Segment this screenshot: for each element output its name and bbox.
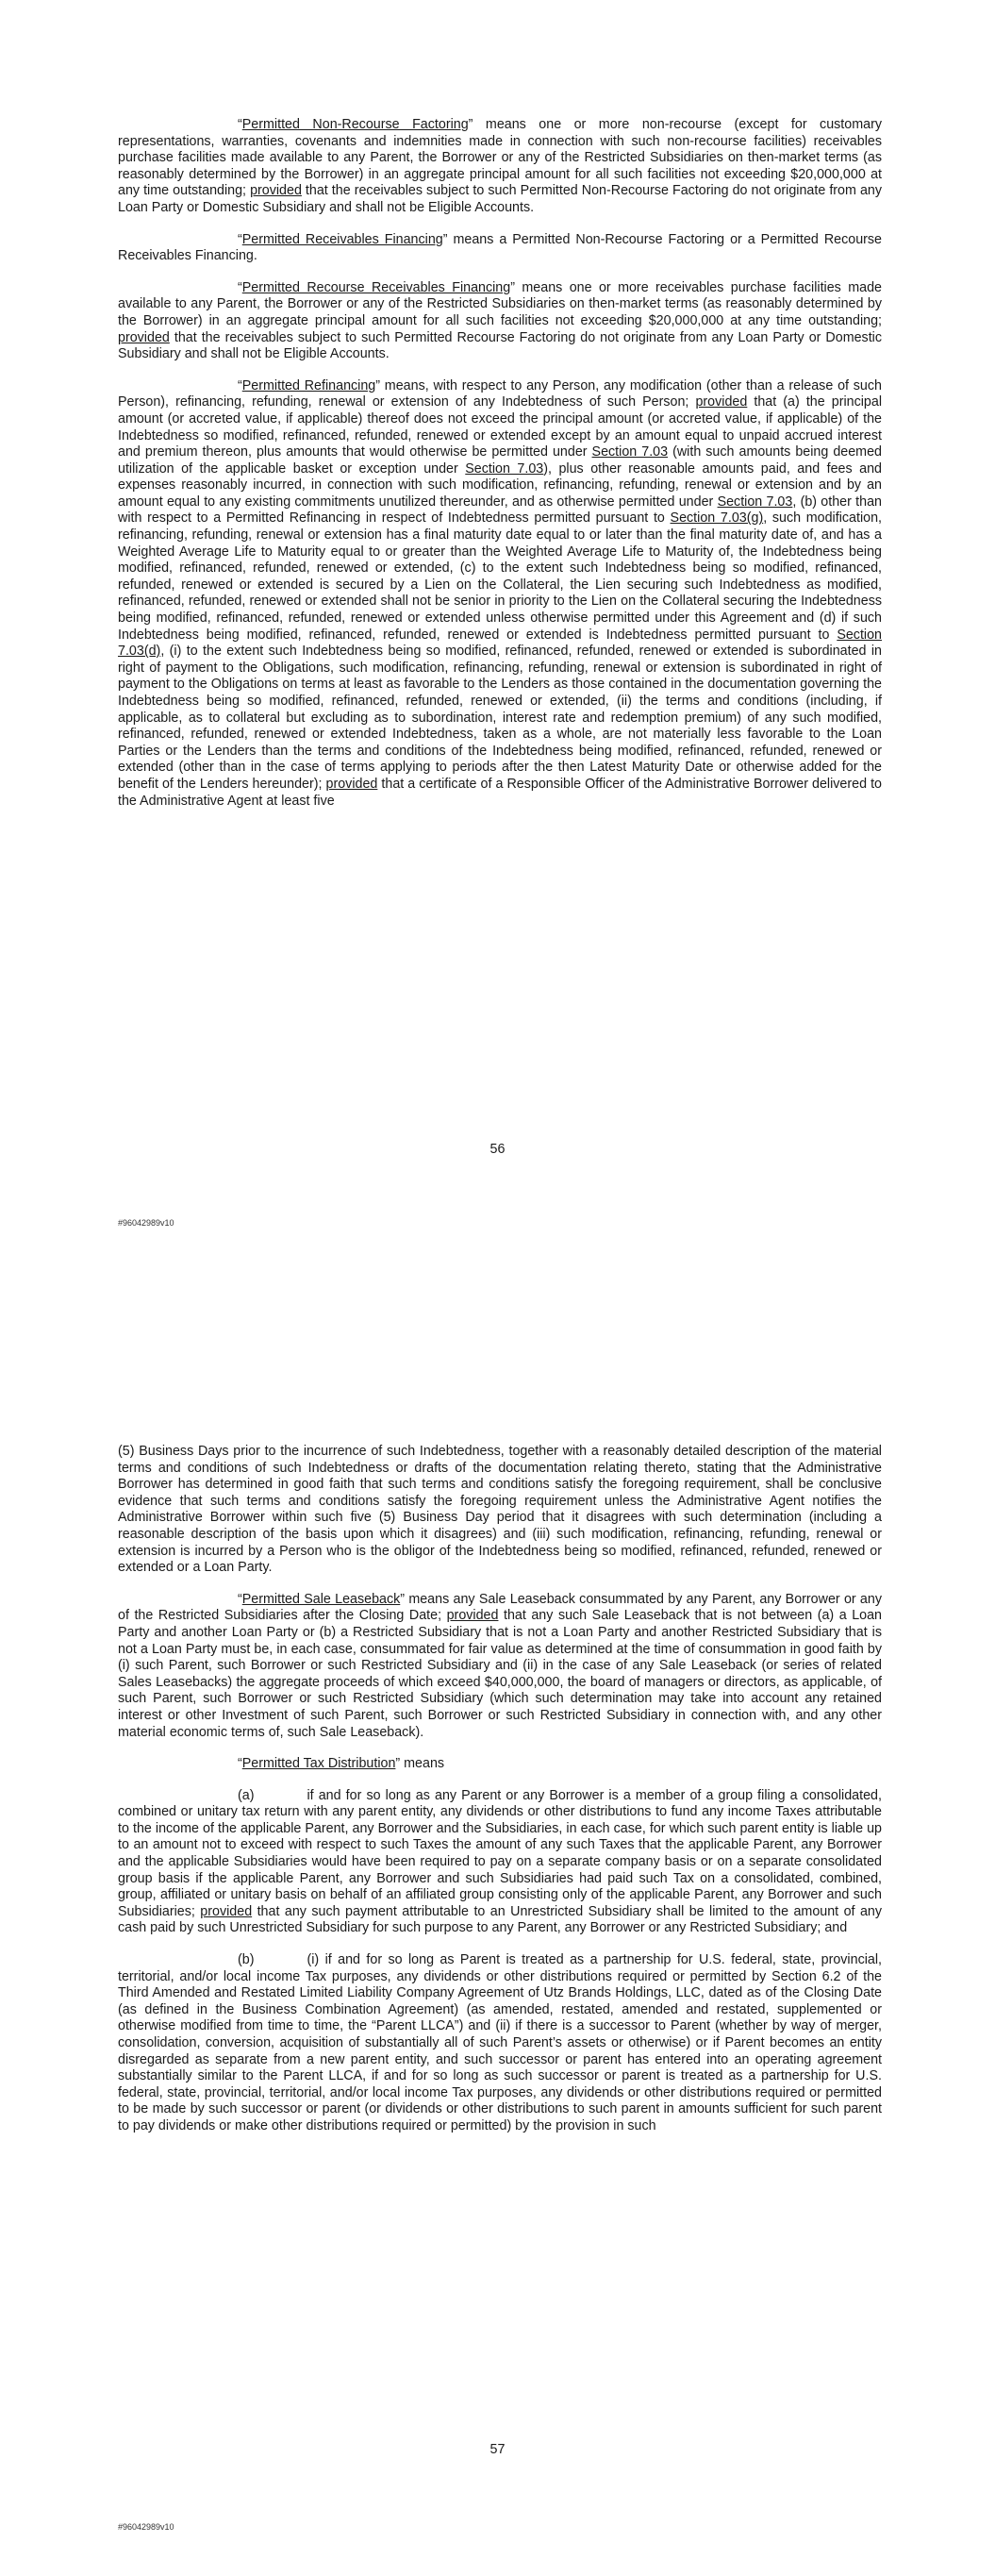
defined-term: Permitted Receivables Financing — [241, 231, 443, 247]
proviso-term: provided — [200, 1903, 253, 1919]
defined-term: Permitted Non-Recourse Factoring — [241, 117, 469, 132]
section-reference: Section 7.03(g) — [670, 510, 764, 527]
proviso-term: provided — [325, 776, 378, 792]
definition-permitted-sale-leaseback: “Permitted Sale Leaseback” means any Sale Leaseback consummated by any Parent, any Borrower or any of the Restricted Subsidiaries after the Closing Date; provided that any such Sale Leaseback that is not between (a) a Loan Party and another Loan Party or (b) a Restricted Subsidiary that is not a Loan Party and another Restricted Subsidiary that is not a Loan Party must be, in each case, consummated for fair value as determined at the time of consummation in good faith by (i) such Parent, such Borrower or such Restricted Subsidiary and (ii) in the case of any Sale Leaseback (or series of related Sales Leasebacks) the aggregate proceeds of which exceed $40,000,000, the board of managers or directors, as applicable, of such Parent, such Borrower or such Restricted Subsidiary (which such determination may take into account any retained interest or other Investment of such Parent, such Borrower or such Restricted Subsidiary in connection with, and any other material economic terms of, such Sale Leaseback). — [118, 1591, 882, 1740]
clause-b: (b) (i) if and for so long as Parent is treated as a partnership for U.S. federal, state, provincial, territorial, and/or local income Tax purposes, any dividends or other distributions required or permitted by Section 6.2 of the Third Amended and Restated Limited Liability Company Agreement of Utz Brands Holdings, LLC, dated as of the Closing Date (as defined in the Business Combination Agreement) (as amended, restated, amended and restated, supplemented or otherwise modified from time to time, the “Parent LLCA”) and (ii) if there is a successor to Parent (whether by way of merger, consolidation, conversion, acquisition of substantially all of such Parent’s assets or otherwise) or if Parent becomes an entity disregarded as separate from a new parent entity, and such successor or parent has entered into an operating agreement substantially similar to the Parent LLCA, if and for so long as such successor or parent is treated as a partnership for U.S. federal, state, provincial, territorial, and/or local income Tax purposes, any dividends or other distributions required or permitted to be made by such successor or parent (or dividends or other distributions to such parent in amounts sufficient for such parent to pay dividends or make other distributions required or permitted) by the provision in such — [118, 1952, 882, 2133]
definition-permitted-refinancing: “Permitted Refinancing” means, with respect to any Person, any modification (other than a release of such Person), refinancing, refunding, renewal or extension of any Indebtedness of such Person; provided that (a) the principal amount (or accreted value, if applicable) thereof does not exceed the principal amount (or accreted value, if applicable) of the Indebtedness so modified, refinanced, refunded, renewed or extended except by an amount equal to unpaid accrued interest and premium thereon, plus amounts that would otherwise be permitted under Section 7.03 (with such amounts being deemed utilization of the applicable basket or exception under Section 7.03), plus other reasonable amounts paid, and fees and expenses reasonably incurred, in connection with such modification, refinancing, refunding, renewal or extension and by an amount equal to any existing commitments unutilized thereunder, and as otherwise permitted under Section 7.03, (b) other than with respect to a Permitted Refinancing in respect of Indebtedness permitted pursuant to Section 7.03(g), such modification, refinancing, refunding, renewal or extension has a final maturity date equal to or later than the final maturity date of, and has a Weighted Average Life to Maturity equal to or greater than the Weighted Average Life to Maturity of, the Indebtedness being modified, refinanced, refunded, renewed or extended, (c) to the extent such Indebtedness being so modified, refinanced, refunded, renewed or extended is secured by a Lien on the Collateral, the Lien securing such Indebtedness as modified, refinanced, refunded, renewed or extended shall not be senior in priority to the Lien on the Collateral securing the Indebtedness being modified, refinanced, refunded, renewed or extended unless otherwise permitted under this Agreement and (d) if such Indebtedness being modified, refinanced, refunded, renewed or extended is Indebtedness permitted pursuant to Section 7.03(d), (i) to the extent such Indebtedness being so modified, refinanced, refunded, renewed or extended is subordinated in right of payment to the Obligations, such modification, refinancing, refunding, renewal or extension is subordinated in right of payment to the Obligations on terms at least as favorable to the Lenders as those contained in the documentation governing the Indebtedness being so modified, refinanced, refunded, renewed or extended, (ii) the terms and conditions (including, if applicable, as to collateral but excluding as to subordination, interest rate and redemption premium) of any such modified, refinanced, refunded, renewed or extended Indebtedness, taken as a whole, are not materially less favorable to the Loan Parties or the Lenders than the terms and conditions of the Indebtedness being modified, refinanced, refunded, renewed or extended (other than in the case of terms applying to periods after the then Latest Maturity Date or otherwise added for the benefit of the Lenders hereunder); provided that a certificate of a Responsible Officer of the Administrative Borrower delivered to the Administrative Agent at least five — [118, 377, 882, 809]
defined-term: Permitted Recourse Receivables Financing — [241, 279, 511, 295]
definition-permitted-non-recourse-factoring: “Permitted Non-Recourse Factoring” means one or more non-recourse (except for customary representations, warranties, covenants and indemnities made in connection with such non-recourse facilities) receivables purchase facilities made available to any Parent, the Borrower or any of the Restricted Subsidiaries on then-market terms (as reasonably determined by the Borrower) in an aggregate principal amount for all such facilities not exceeding $20,000,000 at any time outstanding; provided that the receivables subject to such Permitted Non-Recourse Factoring do not originate from any Loan Party or Domestic Subsidiary and shall not be Eligible Accounts. — [118, 117, 882, 215]
clause-a: (a) if and for so long as any Parent or any Borrower is a member of a group filing a consolidated, combined or unitary tax return with any parent entity, any dividends or other distributions to fund any income Taxes attributable to the income of the applicable Parent, any Borrower and the Subsidiaries, in each case, for which such parent entity is liable up to an amount not to exceed with respect to such Taxes the amount of any such Taxes that the applicable Parent, any Borrower and the applicable Subsidiaries would have been required to pay on a separate company basis or on a separate consolidated group basis if the applicable Parent, any Borrower and such Subsidiaries had paid such Tax on a consolidated, combined, group, affiliated or unitary basis on behalf of an affiliated group consisting only of the applicable Parent, any Borrower and such Subsidiaries; provided that any such payment attributable to an Unrestricted Subsidiary shall be limited to the amount of any cash paid by such Unrestricted Subsidiary for such purpose to any Parent, any Borrower or any Restricted Subsidiary; and — [118, 1787, 883, 1936]
document-page-57 — [0, 1288, 995, 2576]
proviso-term: provided — [695, 394, 748, 410]
continuation-paragraph: (5) Business Days prior to the incurrence of such Indebtedness, together with a reasonably detailed description of the material terms and conditions of such Indebtedness or drafts of the documentation relating thereto, stating that the Administrative Borrower has determined in good faith that such terms and conditions satisfy the foregoing requirement, shall be conclusive evidence that such terms and conditions satisfy the foregoing requirement unless the Administrative Agent notifies the Administrative Borrower within such five (5) Business Day period that it disagrees with such determination (including a reasonable description of the basis upon which it disagrees) and (iii) such modification, refinancing, refunding, renewal or extension is incurred by a Person who is the obligor of the Indebtedness being so modified, refinanced, refunded, renewed or extended or a Loan Party. — [118, 1444, 882, 1576]
proviso-term: provided — [250, 183, 302, 199]
section-reference: Section 7.03 — [591, 444, 669, 460]
page-body — [118, 117, 882, 825]
proviso-term: provided — [118, 329, 170, 345]
definition-permitted-recourse-receivables-financing: “Permitted Recourse Receivables Financing” means one or more receivables purchase facilities made available to any Parent, the Borrower or any of the Restricted Subsidiaries on then-market terms (as reasonably determined by the Borrower) in an aggregate principal amount for all such facilities not exceeding $20,000,000 at any time outstanding; provided that the receivables subject to such Permitted Recourse Factoring do not originate from any Loan Party or Domestic Subsidiary and shall not be Eligible Accounts. — [118, 279, 882, 362]
defined-term: Permitted Tax Distribution — [241, 1756, 396, 1772]
document-id: #96042989v10 — [118, 1218, 174, 1228]
subclause-label: (i) — [307, 1952, 320, 1968]
definition-permitted-receivables-financing: “Permitted Receivables Financing” means a Permitted Non-Recourse Factoring or a Permitted Recourse Receivables Financing. — [118, 231, 883, 264]
definition-permitted-tax-distribution: “Permitted Tax Distribution” means — [238, 1756, 445, 1772]
defined-term: Permitted Refinancing — [241, 377, 376, 393]
defined-term: Permitted Sale Leaseback — [241, 1591, 401, 1607]
page-number: 57 — [489, 2442, 506, 2457]
clause-label: (b) — [238, 1952, 255, 1968]
document-id: #96042989v10 — [118, 2522, 174, 2532]
proviso-term: provided — [446, 1608, 499, 1624]
section-reference: Section 7.03 — [717, 493, 793, 510]
page-body — [118, 1444, 882, 2150]
page-number: 56 — [489, 1142, 506, 1157]
section-reference: Section 7.03 — [465, 460, 544, 477]
clause-label: (a) — [238, 1787, 255, 1803]
section-reference: Section 7.03(d) — [118, 627, 882, 660]
